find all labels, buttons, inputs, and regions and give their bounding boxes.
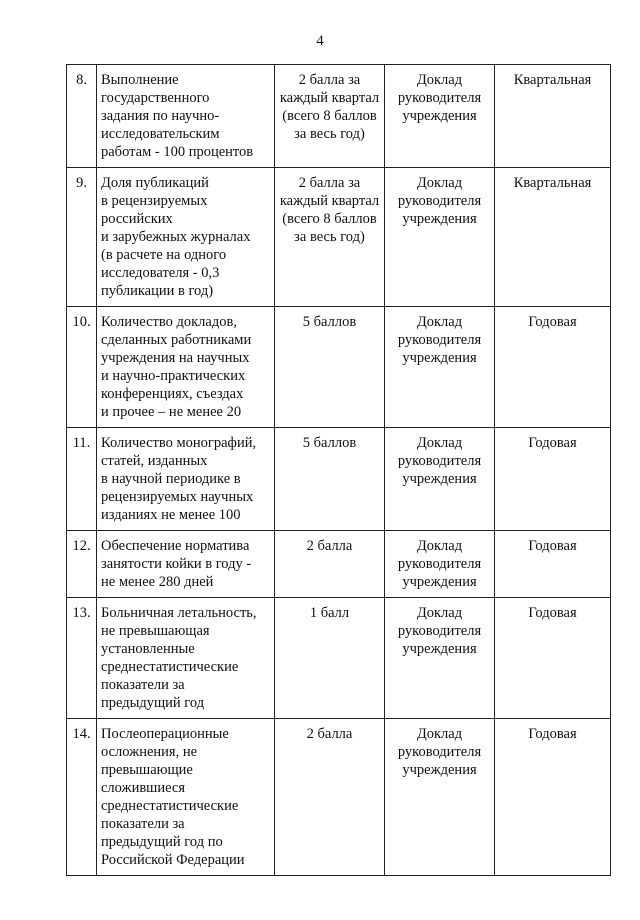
points-cell: 2 балла за каждый квартал (всего 8 баллов за весь год) [275, 168, 385, 307]
row-number: 13. [67, 598, 97, 719]
source-cell: Доклад руководителя учреждения [385, 307, 495, 428]
period-cell: Годовая [495, 598, 611, 719]
points-cell: 5 баллов [275, 307, 385, 428]
criterion-name: Выполнение государственного задания по научно- исследовательским работам - 100 процентов [97, 65, 275, 168]
points-cell: 5 баллов [275, 428, 385, 531]
period-cell: Квартальная [495, 168, 611, 307]
page-number: 4 [316, 33, 324, 49]
row-number: 12. [67, 531, 97, 598]
row-number: 11. [67, 428, 97, 531]
points-cell: 2 балла [275, 531, 385, 598]
row-number: 9. [67, 168, 97, 307]
criterion-name: Обеспечение норматива занятости койки в году - не менее 280 дней [97, 531, 275, 598]
points-cell: 2 балла за каждый квартал (всего 8 баллов за весь год) [275, 65, 385, 168]
criterion-name: Больничная летальность, не превышающая установленные среднестатистические показатели за предыдущий год [97, 598, 275, 719]
criterion-name: Количество докладов, сделанных работниками учреждения на научных и научно-практических конференциях, съездах и прочее – не менее 20 [97, 307, 275, 428]
table-row [67, 65, 611, 168]
row-number: 8. [67, 65, 97, 168]
table-row [67, 428, 611, 531]
period-cell: Годовая [495, 719, 611, 876]
table-row [67, 307, 611, 428]
criterion-name: Количество монографий, статей, изданных в научной периодике в рецензируемых научных изданиях не менее 100 [97, 428, 275, 531]
criterion-name: Послеоперационные осложнения, не превышающие сложившиеся среднестатистические показатели за предыдущий год по Российской Федерации [97, 719, 275, 876]
source-cell: Доклад руководителя учреждения [385, 168, 495, 307]
period-cell: Годовая [495, 307, 611, 428]
period-cell: Годовая [495, 428, 611, 531]
source-cell: Доклад руководителя учреждения [385, 719, 495, 876]
points-cell: 1 балл [275, 598, 385, 719]
points-cell: 2 балла [275, 719, 385, 876]
row-number: 10. [67, 307, 97, 428]
row-number: 14. [67, 719, 97, 876]
source-cell: Доклад руководителя учреждения [385, 531, 495, 598]
table-row [67, 719, 611, 876]
period-cell: Квартальная [495, 65, 611, 168]
table-row [67, 168, 611, 307]
criterion-name: Доля публикаций в рецензируемых российских и зарубежных журналах (в расчете на одного исследователя - 0,3 публикации в год) [97, 168, 275, 307]
source-cell: Доклад руководителя учреждения [385, 428, 495, 531]
source-cell: Доклад руководителя учреждения [385, 598, 495, 719]
period-cell: Годовая [495, 531, 611, 598]
table-row [67, 598, 611, 719]
table-row [67, 531, 611, 598]
source-cell: Доклад руководителя учреждения [385, 65, 495, 168]
criteria-table [66, 64, 611, 876]
